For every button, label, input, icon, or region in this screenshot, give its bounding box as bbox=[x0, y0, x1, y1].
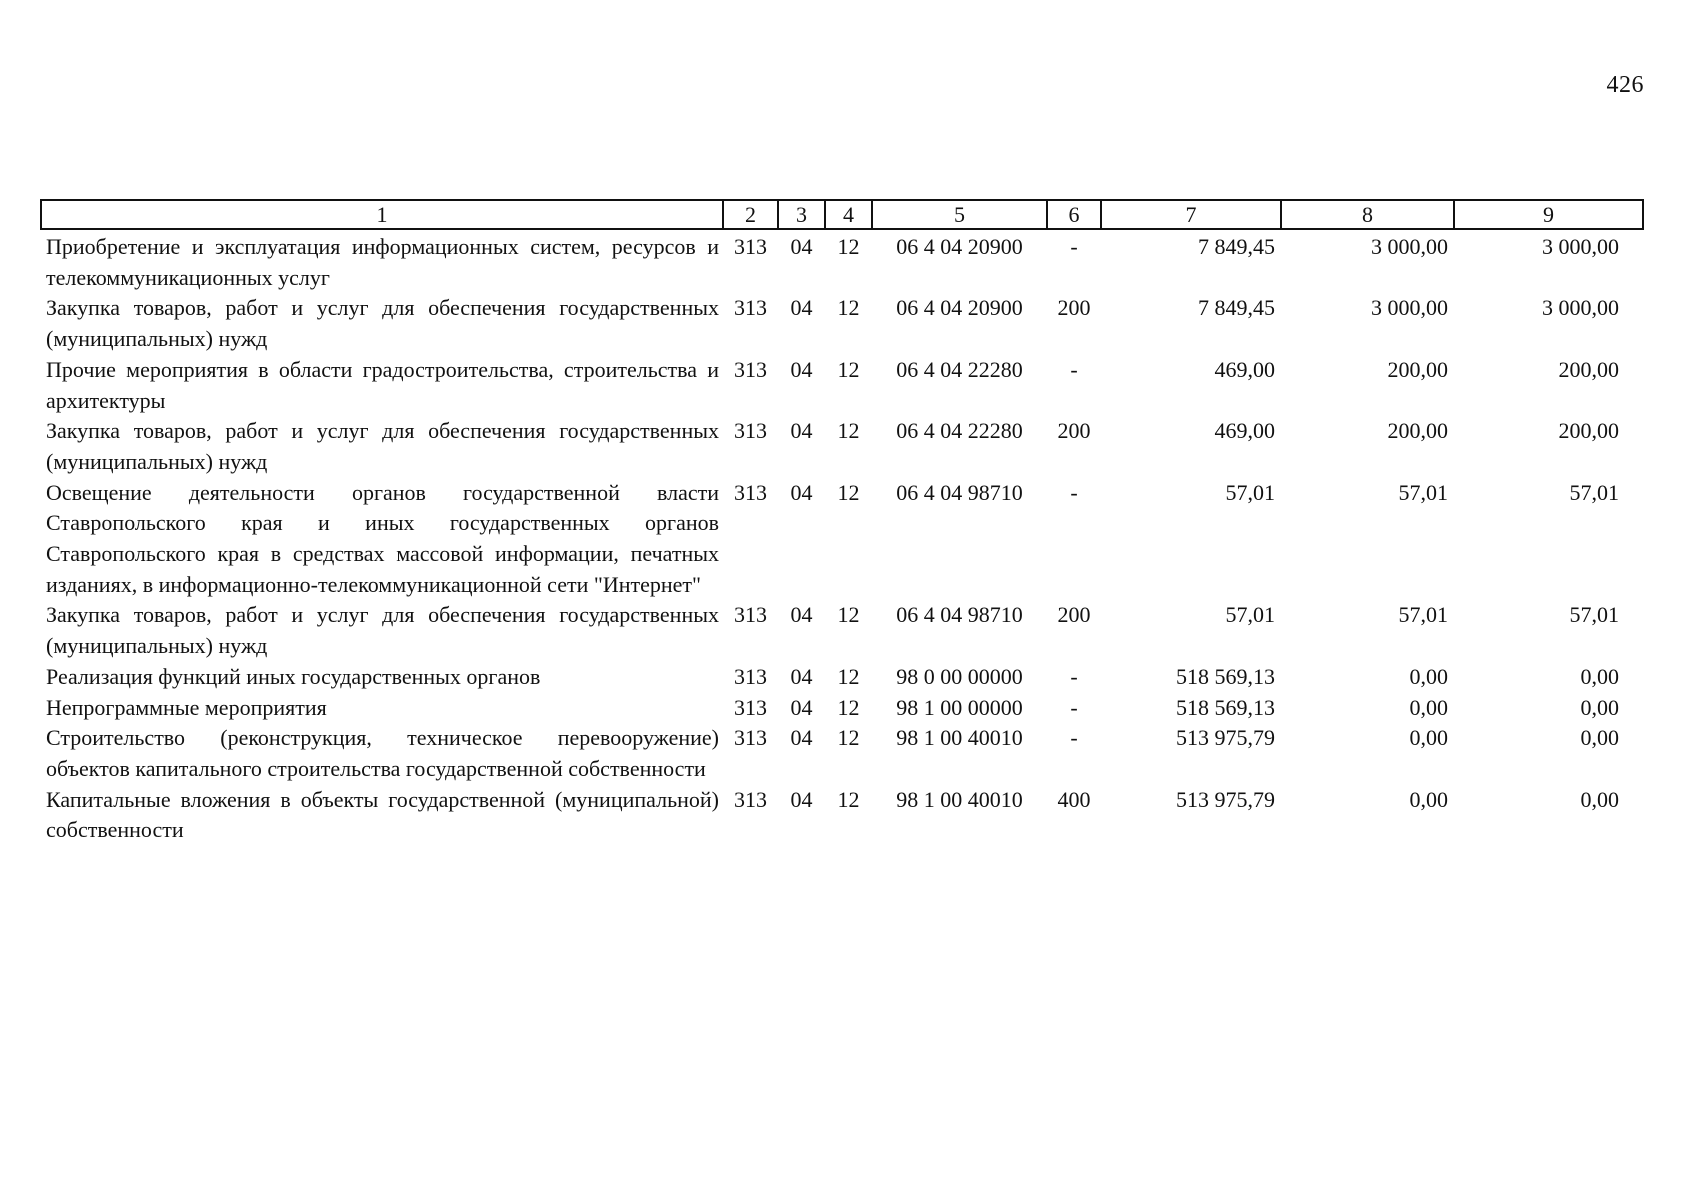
table-row bbox=[41, 785, 1643, 846]
row-amount-col8: 200,00 bbox=[1387, 418, 1448, 444]
row-amount-col7: 7 849,45 bbox=[1198, 295, 1275, 321]
row-amount-col8: 0,00 bbox=[1409, 694, 1448, 720]
column-header-3: 3 bbox=[778, 200, 825, 229]
column-header-1: 1 bbox=[41, 200, 723, 229]
row-name: Капитальные вложения в объекты государственной (муниципальной) собственности bbox=[46, 786, 719, 843]
row-amount-col7: 518 569,13 bbox=[1176, 694, 1275, 720]
row-expense-type: 400 bbox=[1057, 786, 1091, 812]
row-target-article: 06 4 04 20900 bbox=[896, 234, 1023, 259]
row-amount-col8: 0,00 bbox=[1409, 786, 1448, 812]
row-target-article: 06 4 04 98710 bbox=[896, 479, 1023, 505]
row-expense-type: - bbox=[1070, 356, 1078, 382]
row-expense-type: 200 bbox=[1057, 418, 1091, 444]
row-amount-col8: 0,00 bbox=[1409, 663, 1448, 689]
table-row bbox=[41, 416, 1643, 477]
row-amount-col7: 469,00 bbox=[1214, 418, 1275, 444]
row-target-article: 06 4 04 20900 bbox=[896, 295, 1023, 321]
row-target-article: 98 0 00 00000 bbox=[896, 663, 1023, 689]
row-amount-col8: 0,00 bbox=[1409, 725, 1448, 751]
row-section-code: 04 bbox=[790, 234, 813, 259]
table-row bbox=[41, 355, 1643, 416]
row-subsection-code: 12 bbox=[837, 725, 860, 751]
row-amount-col7: 518 569,13 bbox=[1176, 663, 1275, 689]
row-amount-col7: 513 975,79 bbox=[1176, 786, 1275, 812]
row-name: Закупка товаров, работ и услуг для обеспечения государственных (муниципальных) нужд bbox=[46, 295, 719, 352]
row-section-code: 04 bbox=[790, 786, 813, 812]
row-amount-col9: 200,00 bbox=[1558, 418, 1619, 444]
row-ministry-code: 313 bbox=[734, 418, 767, 444]
row-amount-col7: 469,00 bbox=[1214, 356, 1275, 382]
table-body bbox=[41, 229, 1643, 846]
row-target-article: 98 1 00 40010 bbox=[896, 725, 1023, 751]
row-ministry-code: 313 bbox=[734, 663, 767, 689]
row-ministry-code: 313 bbox=[734, 234, 767, 259]
table-row bbox=[41, 293, 1643, 354]
row-section-code: 04 bbox=[790, 295, 813, 321]
row-subsection-code: 12 bbox=[837, 602, 860, 628]
column-header-2: 2 bbox=[723, 200, 778, 229]
row-amount-col9: 0,00 bbox=[1580, 694, 1619, 720]
row-amount-col7: 57,01 bbox=[1225, 602, 1275, 628]
row-subsection-code: 12 bbox=[837, 356, 860, 382]
row-name: Приобретение и эксплуатация информационных систем, ресурсов и телекоммуникационных услуг bbox=[46, 234, 719, 290]
row-subsection-code: 12 bbox=[837, 418, 860, 444]
row-amount-col8: 57,01 bbox=[1398, 602, 1448, 628]
row-expense-type: - bbox=[1070, 479, 1078, 505]
row-section-code: 04 bbox=[790, 479, 813, 505]
row-subsection-code: 12 bbox=[837, 234, 860, 259]
row-section-code: 04 bbox=[790, 418, 813, 444]
header-row bbox=[41, 200, 1643, 229]
table-row bbox=[41, 723, 1643, 784]
row-section-code: 04 bbox=[790, 602, 813, 628]
column-header-5: 5 bbox=[872, 200, 1047, 229]
row-amount-col9: 3 000,00 bbox=[1542, 234, 1619, 259]
row-section-code: 04 bbox=[790, 694, 813, 720]
column-header-8: 8 bbox=[1281, 200, 1454, 229]
row-name: Строительство (реконструкция, техническое перевооружение) объектов капитального строительства государственной собственности bbox=[46, 725, 719, 781]
row-name: Освещение деятельности органов государственной власти Ставропольского края и иных государственных органов Ставропольского края в средствах массовой информации, печатных изданиях, в информационно-телекоммуникационной сети "Интернет" bbox=[46, 479, 719, 597]
budget-table bbox=[40, 199, 1644, 846]
row-ministry-code: 313 bbox=[734, 356, 767, 382]
row-amount-col7: 7 849,45 bbox=[1198, 234, 1275, 259]
row-subsection-code: 12 bbox=[837, 663, 860, 689]
row-subsection-code: 12 bbox=[837, 694, 860, 720]
row-amount-col7: 513 975,79 bbox=[1176, 725, 1275, 751]
row-subsection-code: 12 bbox=[837, 786, 860, 812]
column-header-6: 6 bbox=[1047, 200, 1101, 229]
row-ministry-code: 313 bbox=[734, 295, 767, 321]
row-amount-col9: 0,00 bbox=[1580, 725, 1619, 751]
row-expense-type: 200 bbox=[1057, 602, 1091, 628]
row-name: Реализация функций иных государственных органов bbox=[46, 663, 541, 689]
row-subsection-code: 12 bbox=[837, 295, 860, 321]
table-row bbox=[41, 478, 1643, 601]
row-ministry-code: 313 bbox=[734, 694, 767, 720]
column-header-9: 9 bbox=[1454, 200, 1643, 229]
row-target-article: 06 4 04 98710 bbox=[896, 602, 1023, 628]
row-amount-col8: 3 000,00 bbox=[1371, 295, 1448, 321]
row-ministry-code: 313 bbox=[734, 479, 767, 505]
row-ministry-code: 313 bbox=[734, 602, 767, 628]
column-header-4: 4 bbox=[825, 200, 872, 229]
row-amount-col9: 0,00 bbox=[1580, 663, 1619, 689]
row-amount-col7: 57,01 bbox=[1225, 479, 1275, 505]
row-expense-type: - bbox=[1070, 663, 1078, 689]
row-name: Прочие мероприятия в области градостроительства, строительства и архитектуры bbox=[46, 356, 719, 413]
row-target-article: 98 1 00 40010 bbox=[896, 786, 1023, 812]
row-target-article: 06 4 04 22280 bbox=[896, 356, 1023, 382]
row-target-article: 98 1 00 00000 bbox=[896, 694, 1023, 720]
column-header-7: 7 bbox=[1101, 200, 1281, 229]
table-header bbox=[41, 200, 1643, 229]
row-expense-type: - bbox=[1070, 694, 1078, 720]
row-name: Непрограммные мероприятия bbox=[46, 694, 327, 720]
row-expense-type: - bbox=[1070, 725, 1078, 751]
row-ministry-code: 313 bbox=[734, 786, 767, 812]
row-target-article: 06 4 04 22280 bbox=[896, 418, 1023, 444]
row-name: Закупка товаров, работ и услуг для обеспечения государственных (муниципальных) нужд bbox=[46, 418, 719, 474]
row-section-code: 04 bbox=[790, 356, 813, 382]
table-row bbox=[41, 693, 1643, 724]
row-amount-col8: 3 000,00 bbox=[1371, 234, 1448, 259]
row-section-code: 04 bbox=[790, 663, 813, 689]
row-amount-col9: 3 000,00 bbox=[1542, 295, 1619, 321]
row-expense-type: 200 bbox=[1057, 295, 1091, 321]
row-amount-col9: 57,01 bbox=[1569, 602, 1619, 628]
row-name: Закупка товаров, работ и услуг для обеспечения государственных (муниципальных) нужд bbox=[46, 602, 719, 659]
table-row bbox=[41, 229, 1643, 293]
row-amount-col9: 0,00 bbox=[1580, 786, 1619, 812]
row-amount-col9: 200,00 bbox=[1558, 356, 1619, 382]
table-row bbox=[41, 600, 1643, 661]
row-section-code: 04 bbox=[790, 725, 813, 751]
row-subsection-code: 12 bbox=[837, 479, 860, 505]
table-row bbox=[41, 662, 1643, 693]
row-amount-col8: 57,01 bbox=[1398, 479, 1448, 505]
page-number: 426 bbox=[1606, 72, 1644, 98]
row-amount-col9: 57,01 bbox=[1569, 479, 1619, 505]
row-expense-type: - bbox=[1070, 234, 1078, 259]
row-amount-col8: 200,00 bbox=[1387, 356, 1448, 382]
row-ministry-code: 313 bbox=[734, 725, 767, 751]
